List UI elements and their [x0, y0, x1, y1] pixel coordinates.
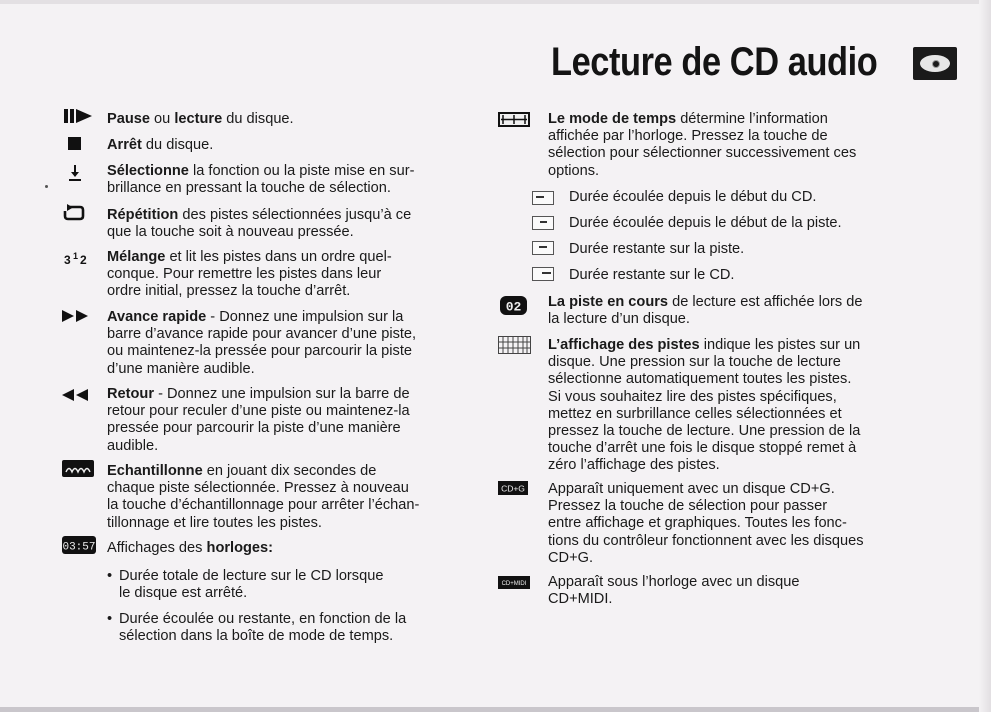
rewind-icon [62, 388, 92, 402]
page-bottom-edge [0, 707, 991, 712]
shuffle-icon [64, 250, 94, 266]
remaining-cd-icon [532, 267, 554, 281]
remaining-track-icon [532, 241, 554, 255]
repeat-icon [63, 204, 85, 221]
elapsed-track-icon [532, 216, 554, 230]
pause-text: Pause ou lecture du disque. [107, 111, 294, 127]
svg-text:CD+G: CD+G [501, 483, 525, 494]
time-mode-icon [498, 112, 530, 127]
sample-text: Echantillonne en jouant dix secondes de chaque piste sélectionnée. Pressez à nouveau la touche d’échantillonnage pour arrêter l’échan- tillonnage et lire toutes les pistes. [107, 463, 420, 531]
bullet-dot: • [107, 611, 113, 627]
cd-midi-badge-icon [498, 576, 530, 589]
svg-text:3: 3 [64, 253, 71, 266]
time-option-elapsed-cd: Durée écoulée depuis le début du CD. [569, 189, 817, 205]
select-text: Sélectionne la fonction ou la piste mise en sur- brillance en pressant la touche de sélection. [107, 163, 415, 197]
current-track-text: La piste en cours de lecture est affichée lors de la lecture d’un disque. [548, 294, 863, 328]
time-option-remaining-track: Durée restante sur la piste. [569, 241, 745, 257]
fast-forward-text: Avance rapide - Donnez une impulsion sur la barre d’avance rapide pour avancer d’une piste, ou maintenez-la pressée pour parcourir la piste d’une manière audible. [107, 309, 417, 377]
clocks-text: Affichages des horloges: [107, 540, 274, 556]
time-option-remaining-cd: Durée restante sur le CD. [569, 267, 735, 283]
track-display-text: L’affichage des pistes indique les pistes sur un disque. Une pression sur la touche de lecture sélectionne automatiquement toutes les pistes. Si vous souhaitez lire des pistes spécifiques, mettez en surbrillance celles sélectionnées et pressez la touche de lecture. Une pression de la touche d’arrêt une fois le disque stoppé remet à zéro l’affichage des pistes. [548, 337, 861, 474]
select-arrow-icon [67, 164, 83, 182]
cd-midi-text: Apparaît sous l’horloge avec un disque CD+MIDI. [548, 574, 800, 608]
shuffle-text: Mélange et lit les pistes dans un ordre quel- conque. Pour remettre les pistes dans leur ordre initial, pressez la touche d’arrêt. [107, 249, 392, 300]
svg-text:2: 2 [80, 253, 87, 266]
clock-bullet-1: Durée totale de lecture sur le CD lorsque le disque est arrêté. [119, 568, 384, 602]
play-pause-icon [64, 108, 94, 124]
stop-icon [68, 137, 81, 150]
fast-forward-icon [62, 309, 92, 323]
cd-g-text: Apparaît uniquement avec un disque CD+G. Pressez la touche de sélection pour passer entre affichage et graphiques. Toutes les fonc- tions du contrôleur fonctionnent avec les disques CD+G. [548, 481, 864, 566]
svg-text:CD+MIDI: CD+MIDI [501, 581, 527, 587]
time-mode-text: Le mode de temps détermine l’information affichée par l’horloge. Pressez la touche de sélection pour sélectionner successivement ces options. [548, 111, 857, 179]
stop-text: Arrêt du disque. [107, 137, 214, 153]
bullet-dot: • [107, 568, 113, 584]
elapsed-cd-icon [532, 191, 554, 205]
svg-text:02: 02 [505, 299, 522, 315]
current-track-icon [500, 296, 527, 315]
track-grid-icon [498, 336, 531, 354]
repeat-text: Répétition des pistes sélectionnées jusqu’à ce que la touche soit à nouveau pressée. [107, 207, 412, 241]
page-title: Lecture de CD audio [551, 40, 878, 84]
rewind-text: Retour - Donnez une impulsion sur la barre de retour pour reculer d’une piste ou maintenez-la pressée pour parcourir la piste d’une manière audible. [107, 386, 410, 454]
clock-bullet-2: Durée écoulée ou restante, en fonction de la sélection dans la boîte de mode de temps. [119, 611, 407, 645]
time-option-elapsed-track: Durée écoulée depuis le début de la piste. [569, 215, 842, 231]
cd-g-badge-icon [498, 481, 528, 495]
sample-icon [62, 460, 94, 477]
svg-text:1: 1 [73, 251, 79, 261]
cd-disc-icon [913, 47, 957, 80]
print-speck [45, 185, 48, 188]
clock-display-icon [62, 536, 96, 554]
svg-text:03:57: 03:57 [62, 541, 96, 554]
